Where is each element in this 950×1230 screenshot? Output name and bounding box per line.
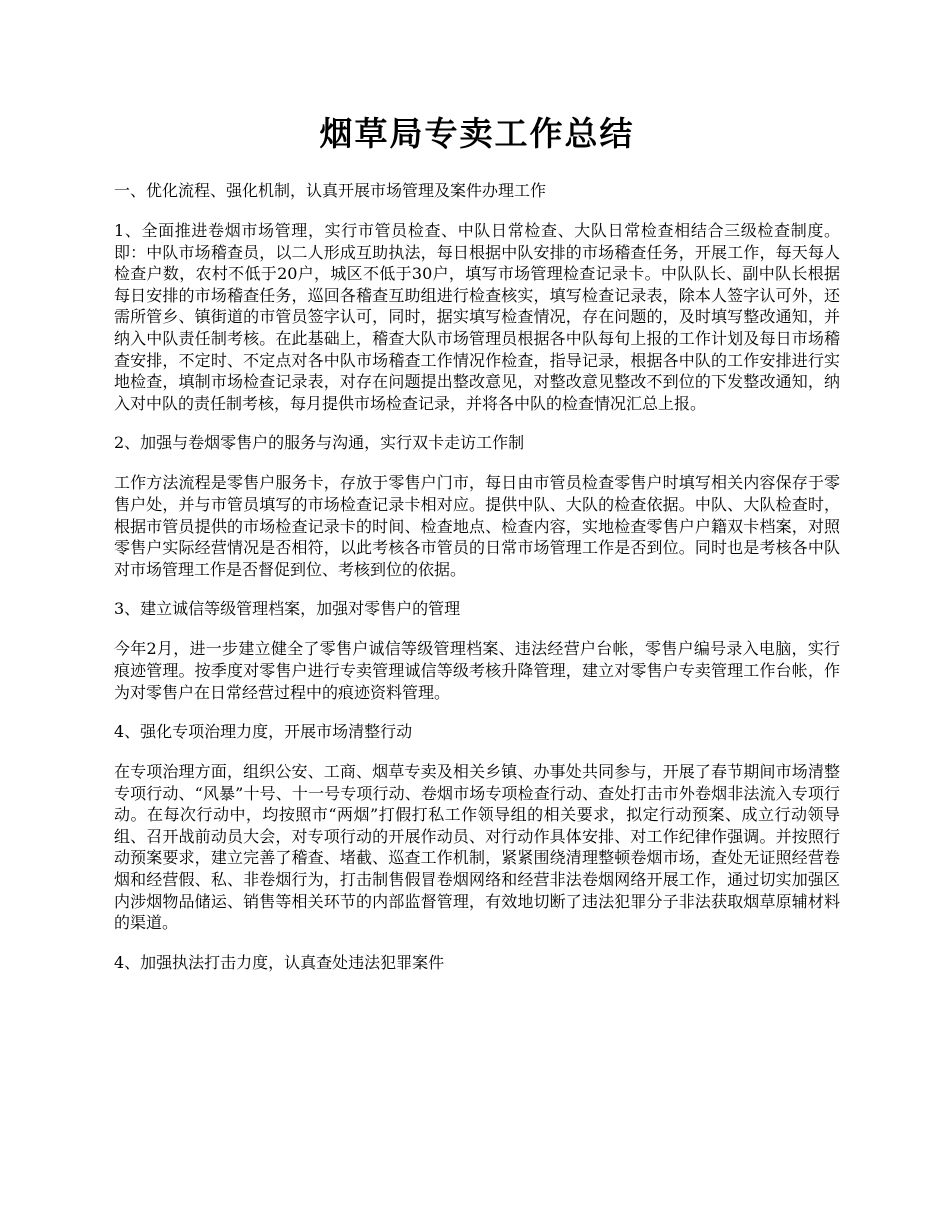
item-3-heading: 3、建立诚信等级管理档案，加强对零售户的管理 xyxy=(114,599,461,619)
item-4-paragraph: 在专项治理方面，组织公安、工商、烟草专卖及相关乡镇、办事处共同参与，开展了春节期间市场清整专项行动、“风暴”十号、十一号专项行动、卷烟市场专项检查行动、查处打击市外卷烟非法流入专项行动。在每次行动中，均按照市“两烟”打假打私工作领导组的相关要求，拟定行动预案、成立行动领导组、召开战前动员大会，对专项行动的开展作动员、对行动作具体安排、对工作纪律作强调。并按照行动预案要求，建立完善了稽查、堵截、巡查工作机制，紧紧围绕清理整顿卷烟市场，查处无证照经营卷烟和经营假、私、非卷烟行为，打击制售假冒卷烟网络和经营非法卷烟网络开展工作，通过切实加强区内涉烟物品储运、销售等相关环节的内部监督管理，有效地切断了违法犯罪分子非法获取烟草原辅材料的渠道。 xyxy=(114,762,840,933)
item-4-heading: 4、强化专项治理力度，开展市场清整行动 xyxy=(114,722,413,742)
document-page xyxy=(114,110,840,992)
section-1-heading: 一、优化流程、强化机制，认真开展市场管理及案件办理工作 xyxy=(114,181,547,200)
item-5-heading: 4、加强执法打击力度，认真查处违法犯罪案件 xyxy=(114,952,445,972)
item-2-heading: 2、加强与卷烟零售户的服务与沟通，实行双卡走访工作制 xyxy=(114,433,525,453)
item-1-paragraph: 1、全面推进卷烟市场管理，实行市管员检查、中队日常检查、大队日常检查相结合三级检查制度。即：中队市场稽查员，以二人形成互助执法，每日根据中队安排的市场稽查任务，开展工作，每天每人检查户数，农村不低于20户，城区不低于30户，填写市场管理检查记录卡。中队队长、副中队长根据每日安排的市场稽查任务，巡回各稽查互助组进行检查核实，填写检查记录表，除本人签字认可外，还需所管乡、镇街道的市管员签字认可，同时，据实填写检查情况，存在问题的，及时填写整改通知，并纳入中队责任制考核。在此基础上，稽查大队市场管理员根据各中队每旬上报的工作计划及每日市场稽查安排，不定时、不定点对各中队市场稽查工作情况作检查，指导记录，根据各中队的工作安排进行实地检查，填制市场检查记录表，对存在问题提出整改意见，对整改意见整改不到位的下发整改通知，纳入对中队的责任制考核，每月提供市场检查记录，并将各中队的检查情况汇总上报。 xyxy=(114,221,840,413)
document-title: 烟草局专卖工作总结 xyxy=(319,114,635,153)
item-3-paragraph: 今年2月，进一步建立健全了零售户诚信等级管理档案、违法经营户台帐，零售户编号录入电脑，实行痕迹管理。按季度对零售户进行专卖管理诚信等级考核升降管理，建立对零售户专卖管理工作台帐，作为对零售户在日常经营过程中的痕迹资料管理。 xyxy=(114,639,840,702)
item-2-paragraph: 工作方法流程是零售户服务卡，存放于零售户门市，每日由市管员检查零售户时填写相关内容保存于零售户处，并与市管员填写的市场检查记录卡相对应。提供中队、大队的检查依据。中队、大队检查时，根据市管员提供的市场检查记录卡的时间、检查地点、检查内容，实地检查零售户户籍双卡档案，对照零售户实际经营情况是否相符，以此考核各市管员的日常市场管理工作是否到位。同时也是考核各中队对市场管理工作是否督促到位、考核到位的依据。 xyxy=(114,473,840,579)
